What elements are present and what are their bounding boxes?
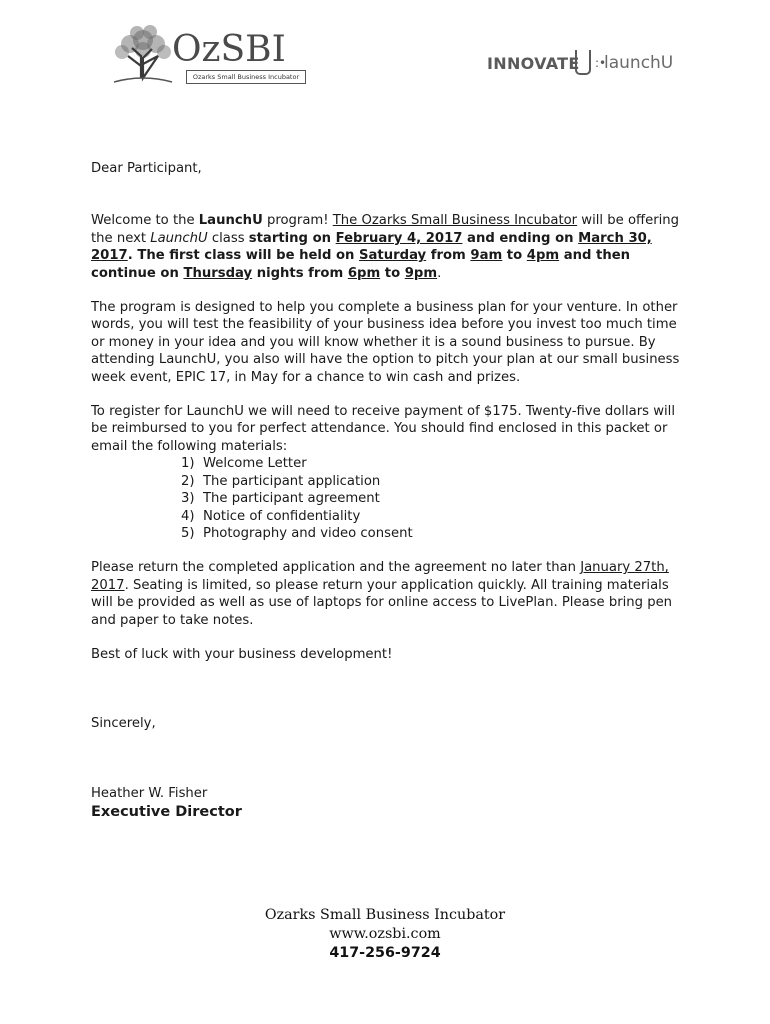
text-run: .	[437, 265, 442, 281]
ozsbi-logo	[110, 22, 310, 86]
footer-org: Ozarks Small Business Incubator	[264, 907, 506, 923]
dots-icon: :•	[595, 56, 607, 70]
deadline-date: January 27th, 2017	[91, 560, 669, 593]
text-run: . Seating is limited, so please return your application quickly. All training materials will be provided as well as use of laptops for online access to LivePlan. Please bring pen and paper to take notes.	[91, 577, 673, 628]
list-item	[91, 473, 691, 490]
text-run-bold: LaunchU	[198, 213, 263, 229]
text-run-bold: . The first class will be held on	[127, 248, 360, 264]
text-run-bold: and ending on	[462, 230, 579, 246]
day-thursday: Thursday	[183, 265, 253, 281]
footer-website: www.ozsbi.com	[329, 926, 441, 942]
time-4pm: 4pm	[526, 248, 560, 264]
text-run-bold: to	[380, 265, 405, 281]
ozsbi-wordmark: OzSBI	[172, 29, 286, 70]
footer-phone: 417-256-9724	[329, 945, 441, 961]
list-number: 2)	[181, 473, 195, 489]
paragraph-register: To register for LaunchU we will need to receive payment of $175. Twenty-five dollars will be reimbursed to you for perfect attendance. You should find enclosed in this packet or email the following materials:	[91, 404, 676, 454]
list-item	[91, 455, 691, 472]
list-number: 5)	[181, 525, 195, 541]
text-run: Please return the completed application and the agreement no later than	[91, 560, 581, 576]
launchu-wordmark: launchU	[604, 53, 674, 73]
signer-title: Executive Director	[91, 804, 242, 821]
text-run: class	[207, 230, 249, 246]
list-item	[91, 508, 691, 525]
paragraph-program: The program is designed to help you complete a business plan for your venture. In other words, you will test the feasibility of your business idea before you invest too much time or money in your idea and you will know whether it is a sound business to pursue. By attending LaunchU, you also will have the option to pitch your plan at our small business week event, EPIC 17, in May for a chance to win cash and prizes.	[91, 300, 680, 385]
paragraph-good-luck: Best of luck with your business development!	[91, 646, 393, 662]
org-name-underlined: The Ozarks Small Business Incubator	[332, 213, 578, 229]
footer	[0, 906, 770, 963]
paragraph-deadline	[91, 559, 691, 629]
text-run-bold: and then continue on	[91, 248, 631, 281]
text-run: program!	[262, 213, 333, 229]
list-text: The participant agreement	[203, 491, 380, 507]
text-run: will be offering the next	[91, 213, 680, 246]
text-run: Welcome to the	[91, 213, 199, 229]
list-text: Welcome Letter	[203, 456, 307, 472]
end-date: March 30, 2017	[91, 230, 652, 264]
time-9pm: 9pm	[404, 265, 438, 281]
salutation: Dear Participant,	[91, 161, 202, 176]
list-item	[91, 490, 691, 507]
text-run-bold: to	[502, 248, 527, 264]
list-text: Photography and video consent	[203, 525, 413, 541]
u-shape-icon	[575, 50, 591, 75]
innovate-launchu-logo	[487, 50, 687, 80]
list-number: 3)	[181, 491, 195, 507]
text-run-italic: LaunchU	[150, 230, 208, 246]
list-text: The participant application	[203, 473, 381, 489]
start-date: February 4, 2017	[335, 230, 463, 246]
innovate-wordmark: INNOVATE	[487, 54, 580, 73]
materials-list	[91, 455, 691, 542]
signer-name: Heather W. Fisher	[91, 785, 208, 801]
list-text: Notice of confidentiality	[203, 508, 361, 524]
time-9am: 9am	[470, 248, 503, 264]
list-number: 4)	[181, 508, 195, 524]
list-number: 1)	[181, 456, 195, 472]
text-run-bold: from	[426, 248, 471, 264]
closing: Sincerely,	[91, 716, 156, 732]
time-6pm: 6pm	[347, 265, 381, 281]
letter-body	[91, 160, 691, 822]
day-saturday: Saturday	[359, 248, 427, 264]
paragraph-welcome	[91, 212, 691, 282]
text-run-bold: nights from	[252, 265, 348, 281]
text-run-bold: starting on	[248, 230, 336, 246]
ozsbi-tagline: Ozarks Small Business Incubator	[186, 70, 306, 84]
tree-icon	[110, 22, 176, 86]
list-item	[91, 525, 691, 542]
